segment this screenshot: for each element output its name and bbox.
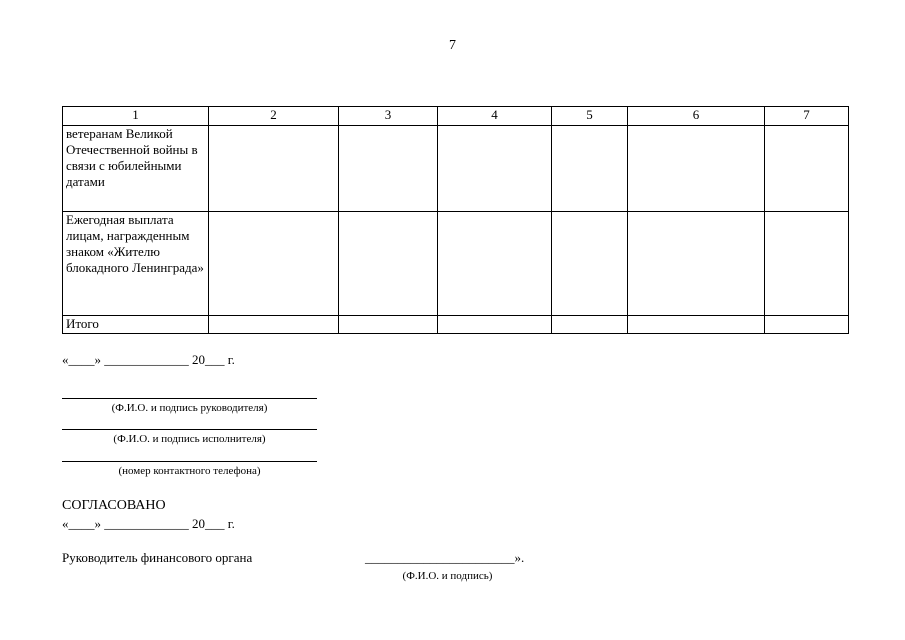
table-cell: [339, 126, 438, 212]
table-cell: [765, 316, 849, 334]
finance-head-caption: (Ф.И.О. и подпись): [402, 570, 493, 582]
table-cell: [209, 212, 339, 316]
finance-head-label: Руководитель финансового органа: [62, 550, 253, 565]
table-cell: [765, 126, 849, 212]
table-cell: [438, 126, 552, 212]
signature-caption-head: (Ф.И.О. и подпись руководителя): [111, 402, 268, 414]
table-cell: [552, 212, 628, 316]
column-header: 7: [765, 107, 849, 126]
column-header: 6: [628, 107, 765, 126]
signature-caption-phone: (номер контактного телефона): [118, 465, 261, 477]
table-row-total: [63, 316, 849, 334]
signature-line-phone: [62, 461, 317, 462]
signature-line-head: [62, 398, 317, 399]
column-header: 5: [552, 107, 628, 126]
finance-head-signature-line: _______________________».: [365, 550, 525, 565]
table-header-row: [63, 107, 849, 126]
table-cell: [628, 212, 765, 316]
table-cell: [438, 212, 552, 316]
column-header: 1: [63, 107, 209, 126]
table-cell: [628, 316, 765, 334]
page-number: 7: [449, 38, 456, 53]
table-cell: [209, 316, 339, 334]
table-cell: [765, 212, 849, 316]
table-cell: [552, 316, 628, 334]
column-header: 2: [209, 107, 339, 126]
table-cell: [339, 212, 438, 316]
row-label: ветеранам Великой Отечественной войны в связи с юбилейными датами: [63, 126, 209, 212]
table-cell: [628, 126, 765, 212]
row-label: Итого: [63, 316, 209, 334]
approval-date-line: «____» _____________ 20___ г.: [62, 516, 235, 531]
column-header: 3: [339, 107, 438, 126]
report-table: [62, 106, 849, 334]
table-cell: [438, 316, 552, 334]
table-cell: [339, 316, 438, 334]
approval-title: СОГЛАСОВАНО: [62, 498, 166, 513]
row-label: Ежегодная выплата лицам, награжденным знаком «Жителю блокадного Ленинграда»: [63, 212, 209, 316]
date-line: «____» _____________ 20___ г.: [62, 352, 235, 367]
table-cell: [209, 126, 339, 212]
table-row: [63, 212, 849, 316]
table-cell: [552, 126, 628, 212]
table-row: [63, 126, 849, 212]
signature-line-executor: [62, 429, 317, 430]
signature-caption-executor: (Ф.И.О. и подпись исполнителя): [113, 433, 266, 445]
column-header: 4: [438, 107, 552, 126]
